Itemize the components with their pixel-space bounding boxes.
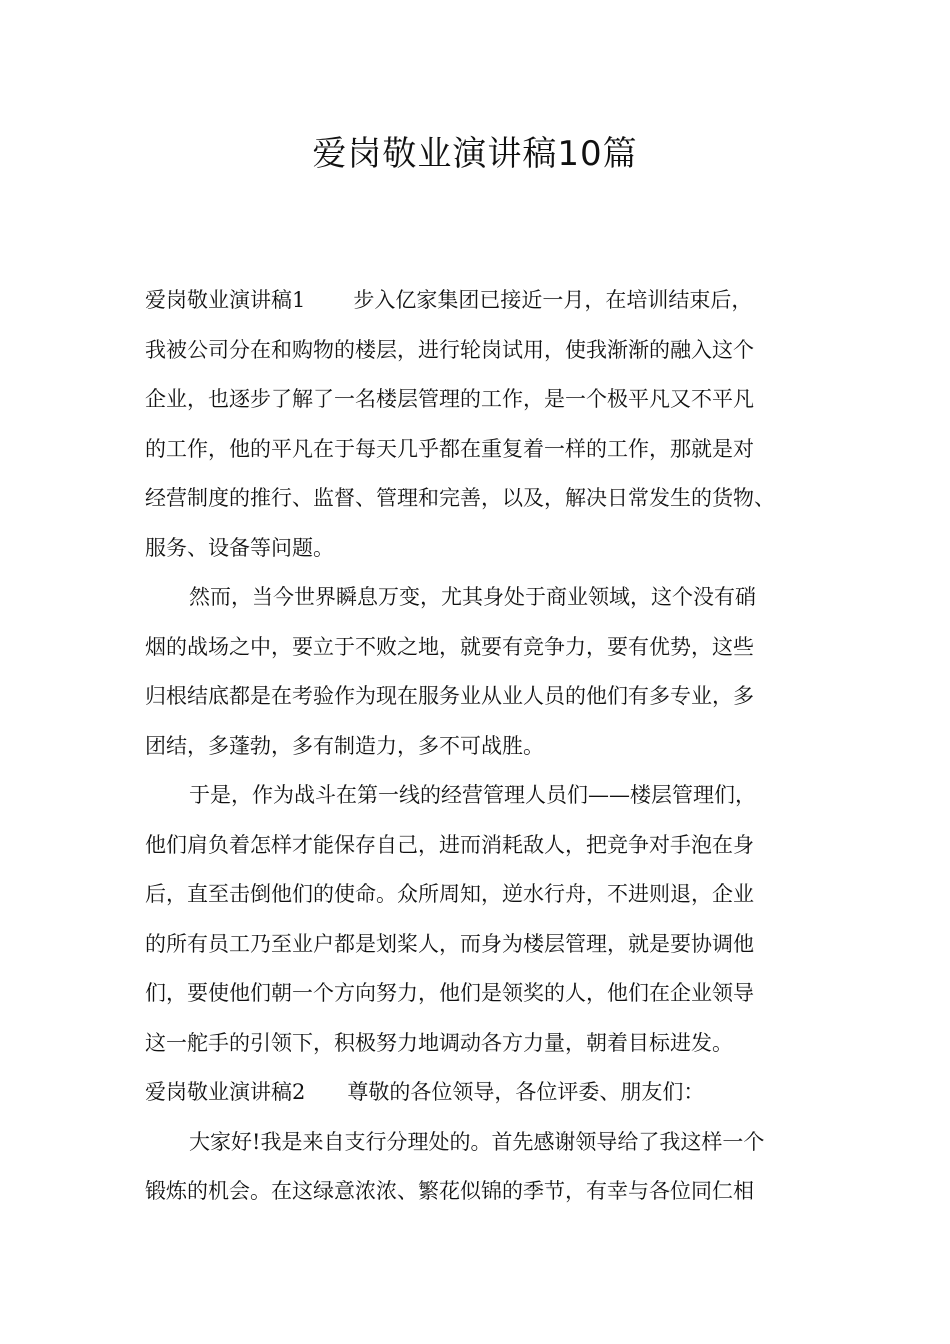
text-line: 于是，作为战斗在第一线的经营管理人员们——楼层管理们，: [189, 783, 756, 807]
text-line: 我被公司分在和购物的楼层，进行轮岗试用，使我渐渐的融入这个: [145, 337, 754, 362]
text-line: 这一舵手的引领下，积极努力地调动各方力量，朝着目标进发。: [145, 1030, 733, 1055]
section-heading: 爱岗敬业演讲稿1: [145, 288, 306, 312]
text-line: 烟的战场之中，要立于不败之地，就要有竞争力，要有优势，这些: [145, 634, 754, 659]
section-first-line: 尊敬的各位领导，各位评委、朋友们：: [347, 1080, 705, 1104]
text-line: 服务、设备等问题。: [145, 535, 334, 560]
text-line: 的工作，他的平凡在于每天几乎都在重复着一样的工作，那就是对: [145, 436, 754, 461]
text-line: 归根结底都是在考验作为现在服务业从业人员的他们有多专业，多: [145, 684, 754, 708]
text-line: 然而，当今世界瞬息万变，尤其身处于商业领域，这个没有硝: [189, 585, 756, 609]
text-line: 的所有员工乃至业户都是划桨人，而身为楼层管理，就是要协调他: [145, 931, 754, 956]
text-line: 他们肩负着怎样才能保存自己，进而消耗敌人，把竞争对手泡在身: [145, 832, 754, 857]
text-line: 团结，多蓬勃，多有制造力，多不可战胜。: [145, 733, 544, 758]
document-body: [145, 276, 815, 1217]
text-line: 大家好!我是来自支行分理处的。首先感谢领导给了我这样一个: [189, 1129, 765, 1154]
text-line: 企业，也逐步了解了一名楼层管理的工作，是一个极平凡又不平凡: [145, 387, 754, 411]
document-title: 爱岗敬业演讲稿10篇: [312, 134, 638, 174]
text-line: 后，直至击倒他们的使命。众所周知，逆水行舟，不进则退，企业: [145, 882, 754, 906]
section-heading: 爱岗敬业演讲稿2: [145, 1080, 306, 1104]
text-line: 经营制度的推行、监督、管理和完善，以及，解决日常发生的货物、: [145, 486, 775, 510]
text-line: 锻炼的机会。在这绿意浓浓、繁花似锦的季节，有幸与各位同仁相: [145, 1179, 754, 1203]
text-line: 们，要使他们朝一个方向努力，他们是领奖的人，他们在企业领导: [145, 981, 754, 1005]
section-first-line: 步入亿家集团已接近一月，在培训结束后，: [353, 288, 753, 312]
section-heading-line: [145, 1068, 815, 1118]
section-heading-line: [145, 276, 815, 326]
